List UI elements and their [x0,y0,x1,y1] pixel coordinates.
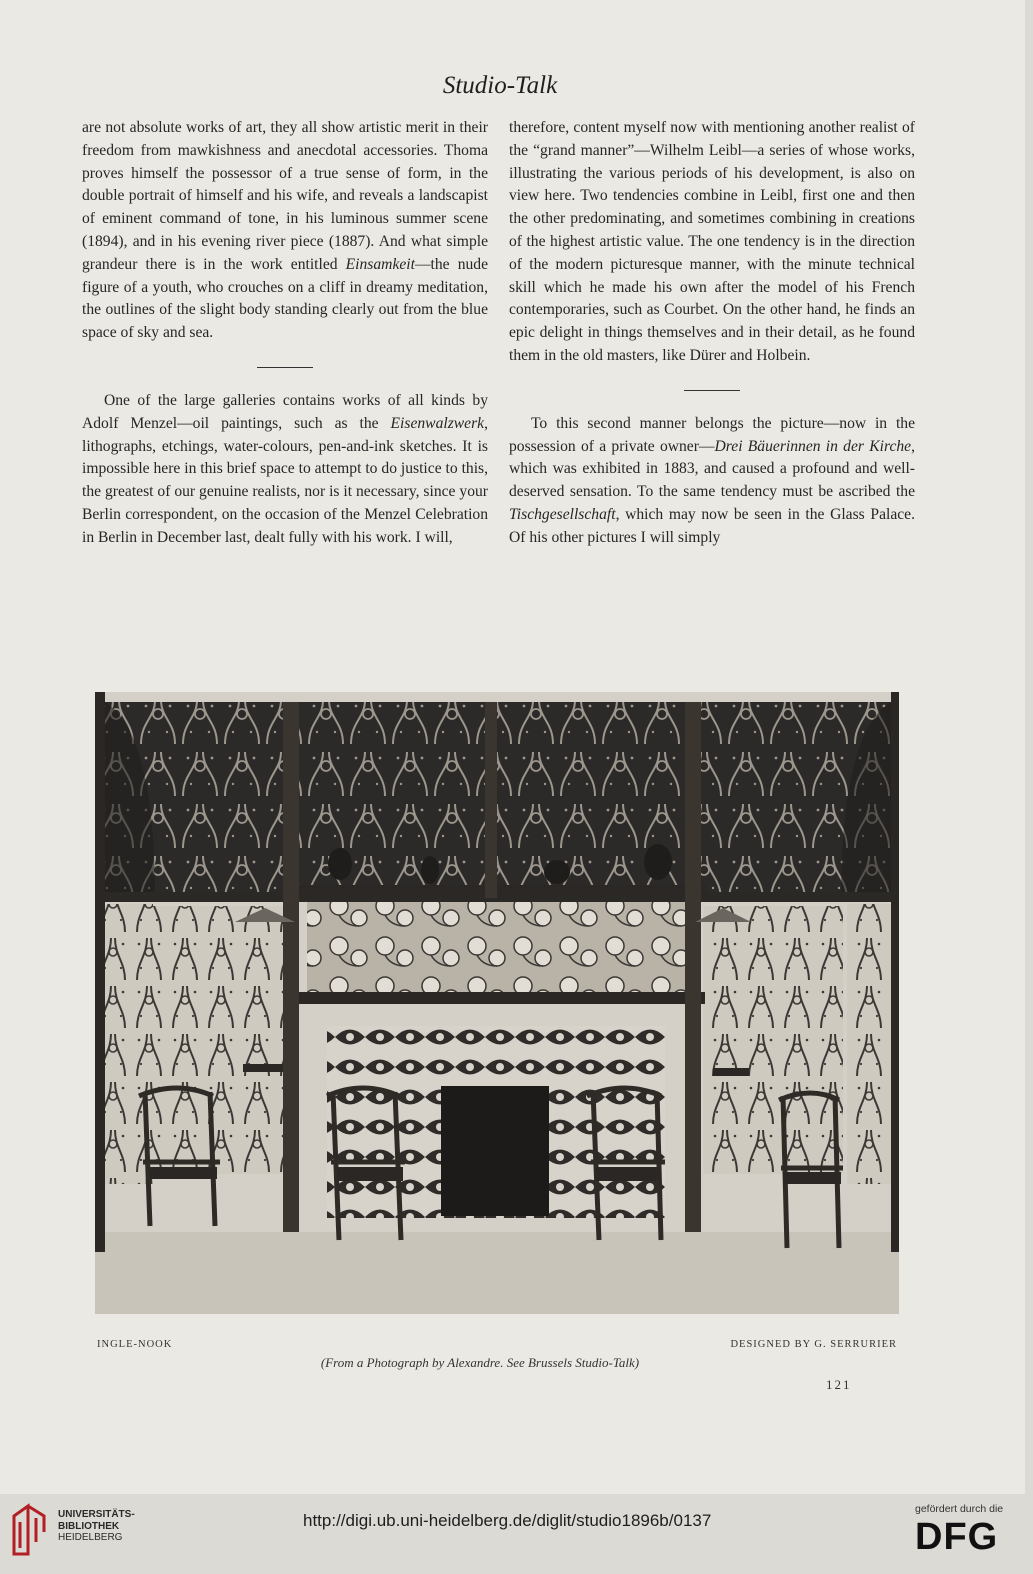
right-paragraph-1: therefore, content myself now with mentioning another realist of the “grand manner”—Wilhelm Leibl—a series of whose works, illustrating the various periods of his development, is also on view here. Two tendencies combine in Leibl, first one and then the other predominating, and sometimes combining in creations of the highest artistic value. The one tendency is in the direction of the modern picturesque manner, with the minute technical skill which he made his own after the model of his French contemporaries, such as Courbet. On the other hand, he finds an epic delight in things themselves and in their detail, as he found them in the old masters, like Dürer and Holbein. [509,119,915,364]
dfg-logo: DFG [915,1516,999,1558]
ingle-nook-illustration [95,692,899,1314]
funded-by-label: gefördert durch die [915,1503,1004,1515]
running-head: Studio-Talk [442,72,558,99]
right-paragraph-2: To this second manner belongs the picture—now in the possession of a private owner—Drei Bäuerinnen in der Kirche, which was exhibited in 1883, and caused a profound and well-deserved sensation. To the same tendency must be ascribed the Tischgesellschaft, which may now be seen in the Glass Palace. Of his other pictures I will simply [509,414,915,546]
photo-credit: (From a Photograph by Alexandre. See Brussels Studio-Talk) [320,1355,640,1370]
right-column [509,117,915,550]
title-einsamkeit: Einsamkeit [345,255,415,273]
ingle-nook-photograph [95,692,899,1314]
section-rule [257,367,313,368]
left-column [82,117,488,550]
title-tischgesellschaft: Tischgesellschaft [509,505,616,523]
caption-title: INGLE-NOOK [97,1339,173,1350]
page-number: 121 [826,1377,852,1392]
source-url-link[interactable]: http://digi.ub.uni-heidelberg.de/diglit/studio1896b/0137 [303,1511,712,1530]
section-rule [684,390,740,391]
left-paragraph-2: One of the large galleries contains works of all kinds by Adolf Menzel—oil paintings, such as the Eisenwalzwerk, lithographs, etchings, water-colours, pen-and-ink sketches. It is impossible here in this brief space to attempt to do justice to this, the greatest of our genuine realists, nor is it necessary, since your Berlin correspondent, on the occasion of the Menzel Celebration in Berlin in December last, dealt fully with his work. I will, [82,391,488,546]
library-logo-icon [10,1502,50,1560]
footer-bar [0,1494,1033,1574]
caption-designer: DESIGNED BY G. SERRURIER [730,1339,897,1350]
title-drei-bauerinnen: Drei Bäuerinnen in der Kirche [714,437,912,455]
library-name: UNIVERSITÄTS- BIBLIOTHEK HEIDELBERG [58,1509,135,1543]
title-eisenwalzwerk: Eisenwalzwerk [390,414,485,432]
left-paragraph-1: are not absolute works of art, they all show artistic merit in their freedom from mawkishness and anecdotal accessories. Thoma proves himself the possessor of a true sense of form, in the double portrait of himself and his wife, and reveals a landscapist of eminent command of tone, in his luminous summer scene (1894), and in his evening river piece (1887). And what simple grandeur there is in the work entitled Einsamkeit—the nude figure of a youth, who crouches on a cliff in dreamy meditation, the outlines of the slight body standing clearly out from the blue space of sky and sea. [82,119,489,342]
